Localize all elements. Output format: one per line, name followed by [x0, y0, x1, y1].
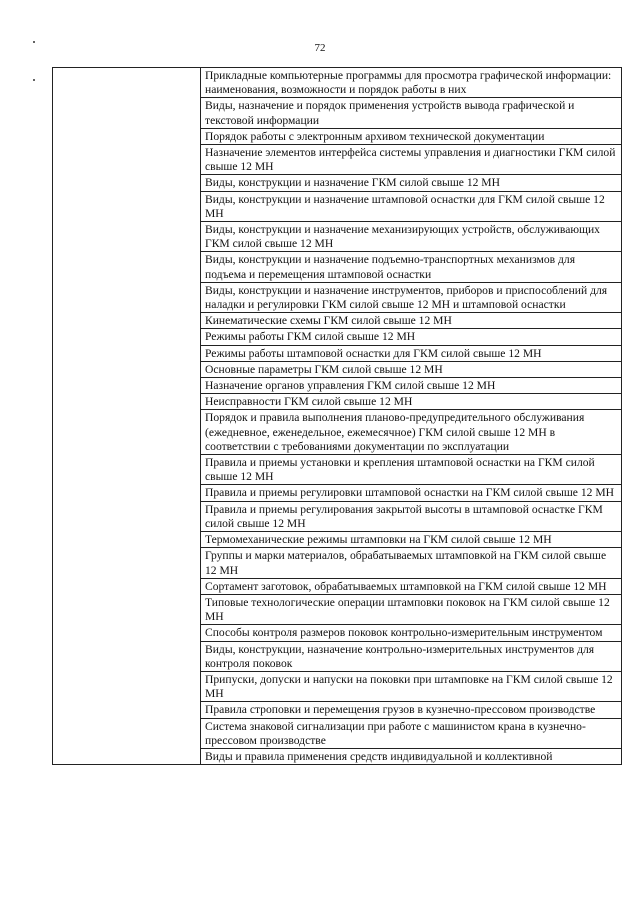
requirement-item: Назначение элементов интерфейса системы управления и диагностики ГКМ силой свыше 12 МН: [201, 145, 622, 175]
requirement-item: Кинематические схемы ГКМ силой свыше 12 МН: [201, 313, 622, 329]
requirement-item: Неисправности ГКМ силой свыше 12 МН: [201, 394, 622, 410]
requirement-item: Правила и приемы установки и крепления штамповой оснастки на ГКМ силой свыше 12 МН: [201, 455, 622, 485]
requirement-item: Сортамент заготовок, обрабатываемых штамповкой на ГКМ силой свыше 12 МН: [201, 578, 622, 594]
requirement-item: Виды, конструкции, назначение контрольно-измерительных инструментов для контроля поковок: [201, 641, 622, 671]
requirement-item: Система знаковой сигнализации при работе с машинистом крана в кузнечно-прессовом производстве: [201, 718, 622, 748]
requirement-item: Порядок и правила выполнения планово-предупредительного обслуживания (ежедневное, еженедельное, ежемесячное) ГКМ силой свыше 12 МН в соответствии с требованиями документации по эксплуатации: [201, 410, 622, 455]
requirement-item: Правила и приемы регулирования закрытой высоты в штамповой оснастке ГКМ силой свыше 12 МН: [201, 501, 622, 531]
scan-mark: [33, 41, 35, 43]
table-row: [53, 68, 622, 98]
requirement-item: Режимы работы штамповой оснастки для ГКМ силой свыше 12 МН: [201, 345, 622, 361]
requirement-item: Типовые технологические операции штамповки поковок на ГКМ силой свыше 12 МН: [201, 594, 622, 624]
requirement-item: Основные параметры ГКМ силой свыше 12 МН: [201, 361, 622, 377]
requirement-item: Порядок работы с электронным архивом технической документации: [201, 128, 622, 144]
requirement-item: Термомеханические режимы штамповки на ГКМ силой свыше 12 МН: [201, 532, 622, 548]
requirement-item: Группы и марки материалов, обрабатываемых штамповкой на ГКМ силой свыше 12 МН: [201, 548, 622, 578]
requirement-item: Виды и правила применения средств индивидуальной и коллективной: [201, 748, 622, 764]
requirement-item: Режимы работы ГКМ силой свыше 12 МН: [201, 329, 622, 345]
scan-mark: [33, 79, 35, 81]
requirement-item: Прикладные компьютерные программы для просмотра графической информации: наименования, возможности и порядок работы в них: [201, 68, 622, 98]
requirement-item: Виды, конструкции и назначение инструментов, приборов и приспособлений для наладки и регулировки ГКМ силой свыше 12 МН и штамповой оснастки: [201, 282, 622, 312]
empty-label-column: [53, 68, 201, 765]
requirement-item: Виды, назначение и порядок применения устройств вывода графической и текстовой информации: [201, 98, 622, 128]
requirement-item: Назначение органов управления ГКМ силой свыше 12 МН: [201, 378, 622, 394]
requirement-item: Правила строповки и перемещения грузов в кузнечно-прессовом производстве: [201, 702, 622, 718]
requirement-item: Виды, конструкции и назначение механизирующих устройств, обслуживающих ГКМ силой свыше 12 МН: [201, 222, 622, 252]
requirement-item: Виды, конструкции и назначение штамповой оснастки для ГКМ силой свыше 12 МН: [201, 191, 622, 221]
knowledge-requirements-table: [52, 67, 622, 765]
requirement-item: Способы контроля размеров поковок контрольно-измерительным инструментом: [201, 625, 622, 641]
requirement-item: Виды, конструкции и назначение подъемно-транспортных механизмов для подъема и перемещения штамповой оснастки: [201, 252, 622, 282]
requirement-item: Виды, конструкции и назначение ГКМ силой свыше 12 МН: [201, 175, 622, 191]
requirement-item: Правила и приемы регулировки штамповой оснастки на ГКМ силой свыше 12 МН: [201, 485, 622, 501]
requirement-item: Припуски, допуски и напуски на поковки при штамповке на ГКМ силой свыше 12 МН: [201, 671, 622, 701]
page-number: 72: [314, 42, 326, 54]
